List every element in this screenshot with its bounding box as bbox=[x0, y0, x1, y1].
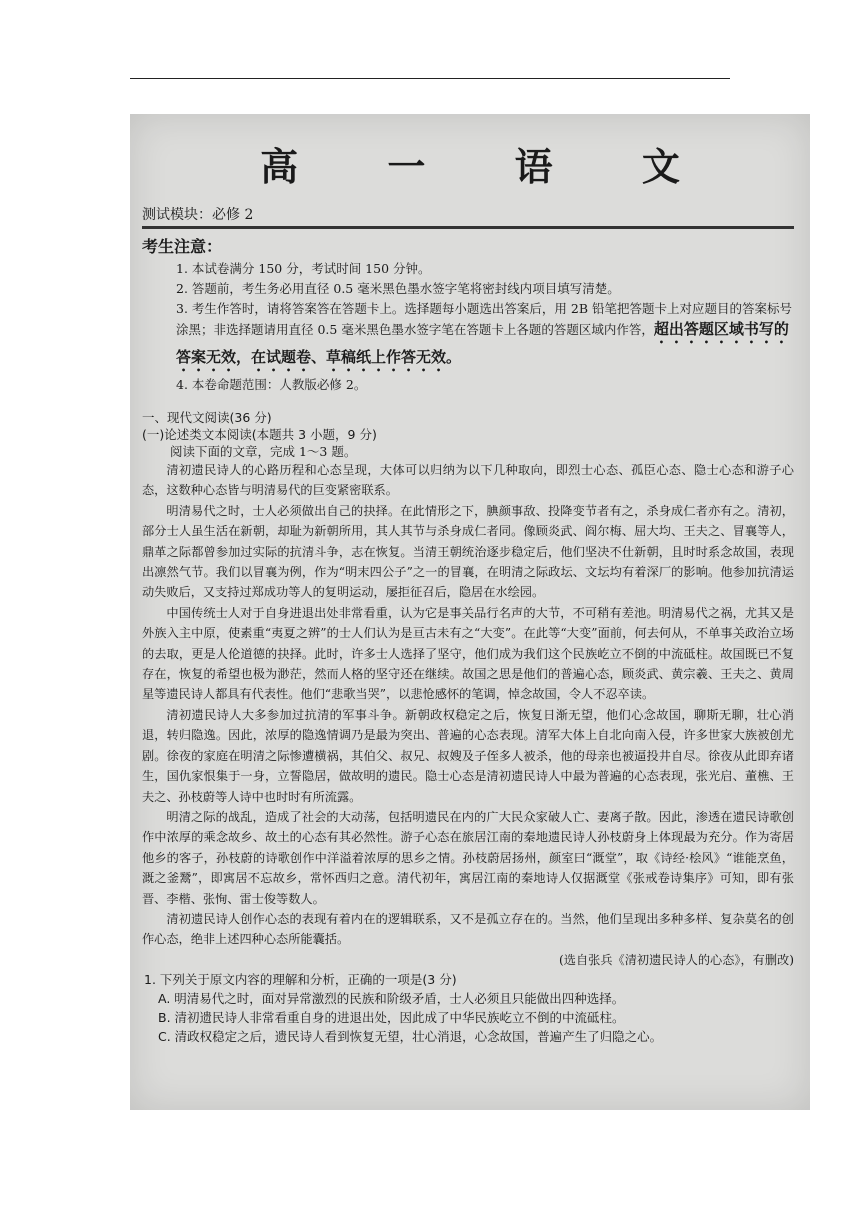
passage-paragraph: 明清易代之时，士人必须做出自己的抉择。在此情形之下，腆颜事敌、投降变节者有之，杀身成仁者亦有之。清初，部分士人虽生活在新朝，却耻为新朝所用，其人其节与杀身成仁者同。像顾炎武、阎尔梅、屈大均、王夫之、冒襄等人，鼎革之际都曾参加过实际的抗清斗争，志在恢复。当清王朝统治逐步稳定后，他们坚决不仕新朝，且时时系念故国，表现出凛然气节。我们以冒襄为例，作为“明末四公子”之一的冒襄，在明清之际政坛、文坛均有着深厂的影响。他参加抗清运动失败后，又支持过郑成功等人的复明运动，屡拒征召后，隐居在水绘园。 bbox=[142, 503, 794, 600]
notice-warning: 超出答题区域书写的答案无效，在试题卷、草稿纸上作答无效。 bbox=[176, 320, 789, 366]
notice-item-1: 1. 本试卷满分 150 分，考试时间 150 分钟。 bbox=[176, 261, 431, 276]
question-1-option-a: A. 明清易代之时，面对异常激烈的民族和阶级矛盾，士人必须且只能做出四种选择。 bbox=[158, 990, 625, 1006]
passage-source: (选自张兵《清初遗民诗人的心态》，有删改) bbox=[559, 952, 794, 967]
section-heading: 一、现代文阅读(36 分) bbox=[142, 410, 272, 425]
top-rule bbox=[130, 78, 730, 79]
notice-list bbox=[176, 259, 792, 395]
question-1-option-c: C. 清政权稳定之后，遗民诗人看到恢复无望，壮心消退，心念故国，普遍产生了归隐之心。 bbox=[158, 1028, 663, 1044]
exam-paper bbox=[130, 114, 810, 1110]
passage-paragraph: 明清之际的战乱，造成了社会的大动荡，包括明遗民在内的广大民众家破人亡、妻离子散。因此，渗透在遗民诗歌创作中浓厚的乘念故乡、故土的心态有其必然性。游子心态在旅居江南的秦地遗民诗人孙枝蔚身上体现最为充分。作为寄居他乡的客子，孙枝蔚的诗歌创作中洋溢着浓厚的思乡之情。孙枝蔚居扬州，颜室曰“溉堂”，取《诗经·桧风》“谁能烹鱼，溉之釜鬵”，即寓居不忘故乡，常怀西归之意。清代初年，寓居江南的秦地诗人仅据溉堂《张戒卷诗集序》可知，即有张晋、李楷、张恂、雷士俊等数人。 bbox=[142, 809, 794, 906]
notice-item-3 bbox=[176, 299, 792, 375]
passage-paragraph: 清初遗民诗人的心路历程和心态呈现，大体可以归纳为以下几种取向，即烈士心态、孤臣心态、隐士心态和游子心态，这数种心态皆与明清易代的巨变紧密联系。 bbox=[142, 463, 794, 498]
passage bbox=[142, 460, 794, 950]
notice-item-3-text: 3. 考生作答时，请将答案答在答题卡上。选择题每小题选出答案后，用 2B 铅笔把答题卡上对应题目的答案标号涂黑；非选择题请用直径 0.5 毫米黑色墨水签字笔在答题卡上各题的答题区域内作答， bbox=[176, 301, 792, 337]
passage-paragraph: 中国传统士人对于自身进退出处非常看重，认为它是事关品行名声的大节，不可稍有差池。明清易代之祸，尤其又是外族入主中原，使素重“夷夏之辨”的士人们认为是亘古未有之“大变”。在此等“大变”面前，何去何从，不单事关政治立场的去取，更是人伦道德的抉择。此时，许多士人选择了坚守，他们成为我们这个民族屹立不倒的中流砥柱。故国既已不复存在，恢复的希望也极为渺茫，然而人格的坚守还在继续。故国之思是他们的普遍心态，顾炎武、黄宗羲、王夫之、黄周星等遗民诗人都具有代表性。他们“悲歌当哭”，以悲怆感怀的笔调，悼念故国，令人不忍卒读。 bbox=[142, 605, 794, 702]
question-1-option-b: B. 清初遗民诗人非常看重自身的进退出处，因此成了中华民族屹立不倒的中流砥柱。 bbox=[158, 1009, 625, 1025]
question-1: 1. 下列关于原文内容的理解和分析，正确的一项是(3 分) bbox=[144, 971, 457, 987]
passage-paragraph: 清初遗民诗人创作心态的表现有着内在的逻辑联系，又不是孤立存在的。当然，他们呈现出多种多样、复杂莫名的创作心态，绝非上述四种心态所能囊括。 bbox=[142, 911, 794, 947]
test-module-line: 测试模块：必修 2 bbox=[142, 206, 794, 229]
page-title: 高 一 语 文 bbox=[260, 144, 718, 189]
subsection-heading: (一)论述类文本阅读(本题共 3 小题，9 分) bbox=[142, 427, 377, 442]
notice-item-4: 4. 本卷命题范围：人教版必修 2。 bbox=[176, 377, 367, 392]
notice-heading: 考生注意： bbox=[142, 237, 223, 256]
passage-paragraph: 清初遗民诗人大多参加过抗清的军事斗争。新朝政权稳定之后，恢复日渐无望，他们心念故国，聊斯无聊，壮心消退，转归隐逸。因此，浓厚的隐逸情调乃是最为突出、普遍的心态表现。清军大体上自北向南入侵，许多世家大族被创尤剧。徐夜的家庭在明清之际惨遭横祸，其伯父、叔兄、叔嫂及子侄多人被杀，他的母亲也被逼投井自尽。徐夜从此即弃诸生，国仇家恨集于一身，立誓隐居，做故明的遗民。隐士心态是清初遗民诗人中最为普遍的心态表现，张光启、董樵、王夫之、孙枝蔚等人诗中也时时有所流露。 bbox=[142, 707, 794, 804]
reading-instruction: 阅读下面的文章，完成 1～3 题。 bbox=[170, 444, 357, 459]
notice-item-2: 2. 答题前，考生务必用直径 0.5 毫米黑色墨水签字笔将密封线内项目填写清楚。 bbox=[176, 281, 620, 296]
